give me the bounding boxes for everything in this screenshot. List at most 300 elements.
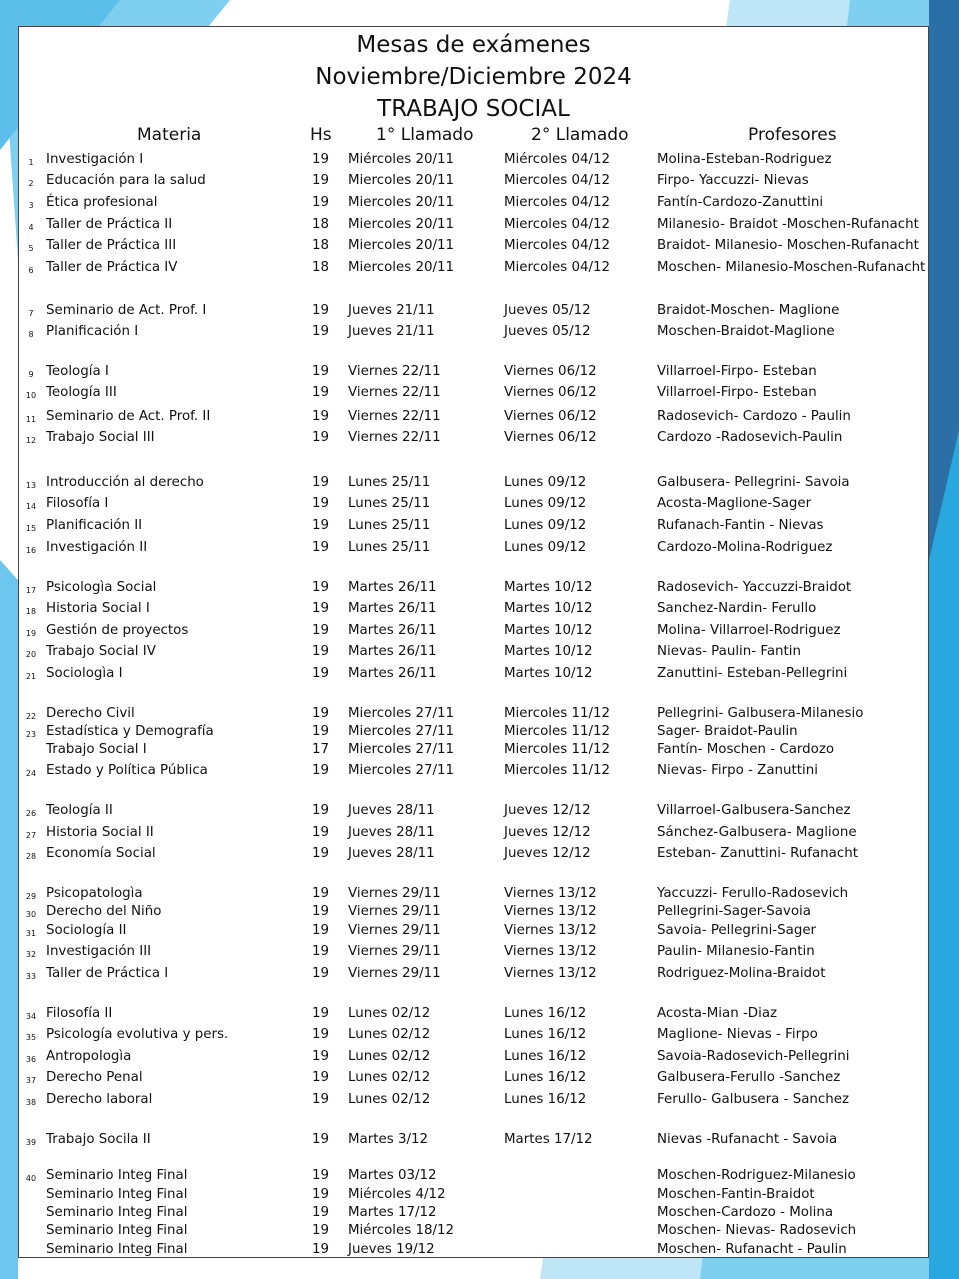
row-llamado-2: Lunes 09/12 [504,518,587,533]
row-profesores: Acosta-Maglione-Sager [657,496,812,511]
row-profesores: Molina- Villarroel-Rodriguez [657,623,841,638]
table-row [0,599,959,619]
row-number: 14 [25,502,37,511]
row-llamado-1: Lunes 25/11 [348,496,431,511]
row-llamado-1: Lunes 02/12 [348,1027,431,1042]
row-number: 16 [25,546,37,555]
row-llamado-1: Jueves 19/12 [348,1242,435,1257]
row-llamado-2: Jueves 12/12 [504,825,591,840]
table-row [0,801,959,821]
row-profesores: Firpo- Yaccuzzi- Nievas [657,173,809,188]
row-materia: Derecho laboral [46,1092,153,1107]
row-llamado-1: Miercoles 20/11 [348,260,455,275]
table-row [0,642,959,662]
row-llamado-2: Martes 10/12 [504,644,593,659]
row-hs: 19 [312,1006,330,1021]
row-materia: Trabajo Social IV [46,644,156,659]
table-row [0,664,959,684]
table-row [0,578,959,598]
row-llamado-1: Viernes 29/11 [348,886,441,901]
row-hs: 19 [312,1092,330,1107]
row-llamado-1: Martes 26/11 [348,601,437,616]
row-hs: 19 [312,944,330,959]
row-llamado-2: Miercoles 04/12 [504,238,611,253]
row-llamado-1: Lunes 02/12 [348,1049,431,1064]
row-profesores: Moschen- Nievas- Radosevich [657,1223,857,1238]
table-row [0,844,959,864]
row-materia: Teología II [46,803,113,818]
row-llamado-2: Martes 10/12 [504,623,593,638]
header-hs: Hs [310,125,332,145]
table-row [0,301,959,321]
row-llamado-2: Martes 10/12 [504,580,593,595]
row-profesores: Sager- Braidot-Paulin [657,724,798,739]
row-llamado-2: Miercoles 11/12 [504,724,611,739]
row-profesores: Rufanach-Fantin - Nievas [657,518,824,533]
row-materia: Derecho del Niño [46,904,162,919]
row-llamado-2: Viernes 06/12 [504,385,597,400]
row-llamado-2: Lunes 16/12 [504,1006,587,1021]
row-llamado-1: Martes 26/11 [348,666,437,681]
row-hs: 19 [312,1168,330,1183]
row-hs: 19 [312,364,330,379]
row-materia: Seminario de Act. Prof. I [46,303,207,318]
row-materia: Sociología II [46,923,127,938]
row-materia: Educación para la salud [46,173,206,188]
row-number: 27 [25,831,37,840]
table-row [0,193,959,213]
row-profesores: Pellegrini-Sager-Savoia [657,904,811,919]
row-llamado-2: Miercoles 04/12 [504,173,611,188]
row-materia: Teología I [46,364,109,379]
row-materia: Psicopatologìa [46,886,143,901]
table-row [0,362,959,382]
row-llamado-1: Jueves 21/11 [348,324,435,339]
row-number: 6 [28,266,34,275]
row-llamado-1: Jueves 28/11 [348,803,435,818]
row-profesores: Braidot-Moschen- Maglione [657,303,840,318]
row-llamado-1: Martes 3/12 [348,1132,429,1147]
row-materia: Sociologìa I [46,666,123,681]
row-llamado-1: Viernes 29/11 [348,923,441,938]
header-llamado-1: 1° Llamado [376,125,474,145]
row-materia: Investigación II [46,540,148,555]
table-row [0,236,959,256]
table-row [0,921,959,941]
row-profesores: Cardozo-Molina-Rodriguez [657,540,833,555]
row-number: 33 [25,972,37,981]
row-number: 32 [25,950,37,959]
header-profesores: Profesores [748,125,837,145]
table-row [0,473,959,493]
row-profesores: Ferullo- Galbusera - Sanchez [657,1092,850,1107]
row-llamado-2: Viernes 13/12 [504,904,597,919]
table-row [0,902,959,922]
row-llamado-1: Martes 26/11 [348,644,437,659]
row-hs: 19 [312,430,330,445]
row-hs: 19 [312,1132,330,1147]
table-row [0,1240,959,1260]
header-llamado-2: 2° Llamado [531,125,629,145]
row-number: 38 [25,1098,37,1107]
row-hs: 19 [312,475,330,490]
row-number: 8 [28,330,34,339]
row-profesores: Moschen-Braidot-Maglione [657,324,835,339]
row-llamado-1: Miércoles 18/12 [348,1223,455,1238]
row-profesores: Cardozo -Radosevich-Paulin [657,430,843,445]
row-profesores: Fantín- Moschen - Cardozo [657,742,835,757]
row-profesores: Paulin- Milanesio-Fantin [657,944,815,959]
row-hs: 19 [312,195,330,210]
row-hs: 19 [312,724,330,739]
row-number: 11 [25,415,37,424]
row-llamado-1: Viernes 29/11 [348,966,441,981]
row-profesores: Moschen- Rufanacht - Paulin [657,1242,847,1257]
row-llamado-1: Miercoles 27/11 [348,706,455,721]
row-llamado-1: Miercoles 20/11 [348,195,455,210]
row-number: 36 [25,1055,37,1064]
table-row [0,1166,959,1186]
row-llamado-1: Miercoles 20/11 [348,217,455,232]
title-line-3: TRABAJO SOCIAL [377,96,570,122]
table-row [0,621,959,641]
row-profesores: Sánchez-Galbusera- Maglione [657,825,857,840]
row-hs: 19 [312,706,330,721]
row-hs: 19 [312,623,330,638]
row-materia: Seminario Integ Final [46,1205,188,1220]
table-row [0,942,959,962]
row-llamado-2: Lunes 16/12 [504,1092,587,1107]
row-materia: Gestión de proyectos [46,623,189,638]
row-number: 21 [25,672,37,681]
table-row [0,494,959,514]
table-row [0,171,959,191]
table-row [0,516,959,536]
table-row [0,884,959,904]
table-row [0,1130,959,1150]
table-row [0,1004,959,1024]
row-llamado-1: Martes 26/11 [348,580,437,595]
row-llamado-1: Miercoles 27/11 [348,742,455,757]
row-hs: 19 [312,409,330,424]
row-materia: Historia Social II [46,825,154,840]
table-row [0,1221,959,1241]
row-profesores: Acosta-Mian -Diaz [657,1006,778,1021]
row-number: 40 [25,1174,37,1183]
row-materia: Ética profesional [46,195,158,210]
row-llamado-1: Viernes 29/11 [348,904,441,919]
table-row [0,215,959,235]
row-number: 30 [25,910,37,919]
row-materia: Investigación III [46,944,152,959]
row-materia: Trabajo Social I [46,742,147,757]
row-materia: Trabajo Social III [46,430,155,445]
row-llamado-2: Miercoles 04/12 [504,195,611,210]
row-profesores: Galbusera-Ferullo -Sanchez [657,1070,841,1085]
row-number: 3 [28,201,34,210]
row-materia: Introducción al derecho [46,475,204,490]
row-profesores: Pellegrini- Galbusera-Milanesio [657,706,864,721]
row-profesores: Braidot- Milanesio- Moschen-Rufanacht [657,238,919,253]
row-materia: Seminario Integ Final [46,1242,188,1257]
row-number: 31 [25,929,37,938]
table-row [0,1203,959,1223]
row-llamado-2: Miercoles 04/12 [504,260,611,275]
row-number: 26 [25,809,37,818]
row-llamado-2: Viernes 06/12 [504,364,597,379]
row-materia: Antropologìa [46,1049,132,1064]
row-hs: 19 [312,1049,330,1064]
row-hs: 19 [312,303,330,318]
row-llamado-1: Lunes 02/12 [348,1070,431,1085]
row-number: 24 [25,769,37,778]
row-llamado-2: Lunes 09/12 [504,496,587,511]
row-hs: 19 [312,540,330,555]
row-hs: 19 [312,846,330,861]
header-materia: Materia [137,125,202,145]
row-llamado-1: Miércoles 4/12 [348,1187,446,1202]
row-number: 28 [25,852,37,861]
row-number: 39 [25,1138,37,1147]
row-hs: 19 [312,825,330,840]
row-materia: Economía Social [46,846,156,861]
row-hs: 19 [312,152,330,167]
row-profesores: Villarroel-Galbusera-Sanchez [657,803,851,818]
row-materia: Historia Social I [46,601,150,616]
row-llamado-1: Miércoles 20/11 [348,152,455,167]
row-profesores: Moschen-Fantin-Braidot [657,1187,815,1202]
row-llamado-2: Martes 10/12 [504,666,593,681]
row-materia: Seminario Integ Final [46,1168,188,1183]
row-number: 34 [25,1012,37,1021]
row-number: 1 [28,158,34,167]
title-line-2: Noviembre/Diciembre 2024 [315,64,632,90]
row-materia: Taller de Práctica IV [46,260,178,275]
row-number: 37 [25,1076,37,1085]
row-profesores: Savoia- Pellegrini-Sager [657,923,817,938]
table-row [0,383,959,403]
table-row [0,704,959,724]
row-llamado-2: Lunes 09/12 [504,475,587,490]
row-llamado-1: Lunes 25/11 [348,518,431,533]
row-llamado-2: Viernes 13/12 [504,966,597,981]
row-hs: 18 [312,238,330,253]
row-number: 7 [28,309,34,318]
row-llamado-2: Miercoles 11/12 [504,763,611,778]
row-materia: Taller de Práctica II [46,217,173,232]
row-materia: Investigación I [46,152,144,167]
row-profesores: Villarroel-Firpo- Esteban [657,364,817,379]
row-number: 9 [28,370,34,379]
row-llamado-1: Miercoles 20/11 [348,173,455,188]
row-llamado-1: Jueves 28/11 [348,846,435,861]
row-materia: Taller de Práctica I [46,966,169,981]
row-llamado-2: Viernes 13/12 [504,923,597,938]
row-materia: Planificación II [46,518,143,533]
row-llamado-1: Lunes 25/11 [348,540,431,555]
row-llamado-2: Martes 10/12 [504,601,593,616]
row-profesores: Villarroel-Firpo- Esteban [657,385,817,400]
row-profesores: Fantín-Cardozo-Zanuttini [657,195,824,210]
row-number: 2 [28,179,34,188]
row-profesores: Milanesio- Braidot -Moschen-Rufanacht [657,217,919,232]
row-number: 13 [25,481,37,490]
row-materia: Derecho Civil [46,706,135,721]
table-row [0,322,959,342]
table-row [0,823,959,843]
row-llamado-2: Lunes 16/12 [504,1070,587,1085]
row-llamado-2: Martes 17/12 [504,1132,593,1147]
row-llamado-1: Martes 03/12 [348,1168,437,1183]
table-row [0,1068,959,1088]
row-profesores: Moschen-Rodriguez-Milanesio [657,1168,856,1183]
table-row [0,428,959,448]
row-materia: Estado y Política Pública [46,763,208,778]
row-profesores: Radosevich- Yaccuzzi-Braidot [657,580,852,595]
row-number: 19 [25,629,37,638]
row-materia: Estadística y Demografía [46,724,214,739]
row-llamado-1: Viernes 29/11 [348,944,441,959]
table-row [0,964,959,984]
row-llamado-1: Martes 17/12 [348,1205,437,1220]
row-llamado-1: Viernes 22/11 [348,385,441,400]
row-llamado-1: Viernes 22/11 [348,430,441,445]
row-materia: Filosofía I [46,496,109,511]
title-line-1: Mesas de exámenes [356,32,591,58]
row-llamado-2: Miercoles 11/12 [504,706,611,721]
row-llamado-1: Lunes 25/11 [348,475,431,490]
row-llamado-2: Miércoles 04/12 [504,152,611,167]
row-hs: 18 [312,260,330,275]
table-row [0,258,959,278]
row-materia: Derecho Penal [46,1070,143,1085]
row-materia: Seminario Integ Final [46,1187,188,1202]
row-hs: 19 [312,1242,330,1257]
row-llamado-1: Viernes 22/11 [348,364,441,379]
row-profesores: Moschen-Cardozo - Molina [657,1205,834,1220]
row-hs: 19 [312,496,330,511]
row-number: 35 [25,1033,37,1042]
row-profesores: Nievas- Paulin- Fantin [657,644,801,659]
table-row [0,1047,959,1067]
table-row [0,722,959,742]
row-materia: Taller de Práctica III [46,238,177,253]
table-row [0,740,959,760]
row-hs: 19 [312,324,330,339]
row-hs: 19 [312,518,330,533]
row-number: 4 [28,223,34,232]
row-llamado-2: Jueves 05/12 [504,324,591,339]
row-profesores: Savoia-Radosevich-Pellegrini [657,1049,850,1064]
row-llamado-2: Viernes 13/12 [504,886,597,901]
row-hs: 19 [312,763,330,778]
table-row [0,150,959,170]
row-materia: Psicología evolutiva y pers. [46,1027,229,1042]
row-hs: 19 [312,1187,330,1202]
row-profesores: Rodriguez-Molina-Braidot [657,966,826,981]
row-number: 12 [25,436,37,445]
row-llamado-2: Jueves 05/12 [504,303,591,318]
row-llamado-2: Lunes 09/12 [504,540,587,555]
row-llamado-1: Lunes 02/12 [348,1006,431,1021]
row-hs: 19 [312,173,330,188]
table-row [0,1025,959,1045]
row-llamado-1: Jueves 21/11 [348,303,435,318]
row-hs: 19 [312,385,330,400]
row-profesores: Yaccuzzi- Ferullo-Radosevich [657,886,849,901]
row-number: 29 [25,892,37,901]
row-hs: 19 [312,923,330,938]
row-number: 17 [25,586,37,595]
row-llamado-2: Lunes 16/12 [504,1049,587,1064]
row-materia: Trabajo Socila II [46,1132,151,1147]
row-materia: Filosofía II [46,1006,113,1021]
table-row [0,761,959,781]
row-hs: 19 [312,886,330,901]
row-hs: 19 [312,601,330,616]
row-llamado-1: Jueves 28/11 [348,825,435,840]
table-row [0,1090,959,1110]
row-number: 15 [25,524,37,533]
row-llamado-2: Miercoles 04/12 [504,217,611,232]
row-llamado-1: Miercoles 27/11 [348,763,455,778]
row-hs: 19 [312,966,330,981]
row-llamado-2: Miercoles 11/12 [504,742,611,757]
row-llamado-1: Viernes 22/11 [348,409,441,424]
row-hs: 19 [312,904,330,919]
row-hs: 19 [312,803,330,818]
row-profesores: Moschen- Milanesio-Moschen-Rufanacht [657,260,926,275]
row-hs: 19 [312,1205,330,1220]
row-llamado-2: Lunes 16/12 [504,1027,587,1042]
row-materia: Psicologìa Social [46,580,157,595]
row-materia: Planificación I [46,324,139,339]
row-materia: Teología III [46,385,117,400]
row-materia: Seminario Integ Final [46,1223,188,1238]
row-hs: 19 [312,644,330,659]
row-profesores: Galbusera- Pellegrini- Savoia [657,475,850,490]
row-hs: 19 [312,666,330,681]
row-llamado-2: Viernes 13/12 [504,944,597,959]
table-row [0,538,959,558]
row-llamado-2: Viernes 06/12 [504,409,597,424]
table-row [0,407,959,427]
row-hs: 19 [312,1070,330,1085]
row-number: 20 [25,650,37,659]
row-hs: 19 [312,1027,330,1042]
row-llamado-2: Jueves 12/12 [504,803,591,818]
row-llamado-2: Viernes 06/12 [504,430,597,445]
row-profesores: Maglione- Nievas - Firpo [657,1027,818,1042]
row-profesores: Nievas -Rufanacht - Savoia [657,1132,838,1147]
row-profesores: Radosevich- Cardozo - Paulin [657,409,851,424]
row-profesores: Molina-Esteban-Rodriguez [657,152,832,167]
row-llamado-1: Lunes 02/12 [348,1092,431,1107]
row-llamado-1: Miercoles 20/11 [348,238,455,253]
row-profesores: Nievas- Firpo - Zanuttini [657,763,818,778]
row-number: 22 [25,712,37,721]
row-number: 23 [25,730,37,739]
row-number: 18 [25,607,37,616]
row-llamado-1: Martes 26/11 [348,623,437,638]
row-hs: 18 [312,217,330,232]
row-materia: Seminario de Act. Prof. II [46,409,211,424]
row-hs: 19 [312,580,330,595]
row-hs: 17 [312,742,330,757]
row-llamado-2: Jueves 12/12 [504,846,591,861]
row-profesores: Zanuttini- Esteban-Pellegrini [657,666,848,681]
row-llamado-1: Miercoles 27/11 [348,724,455,739]
